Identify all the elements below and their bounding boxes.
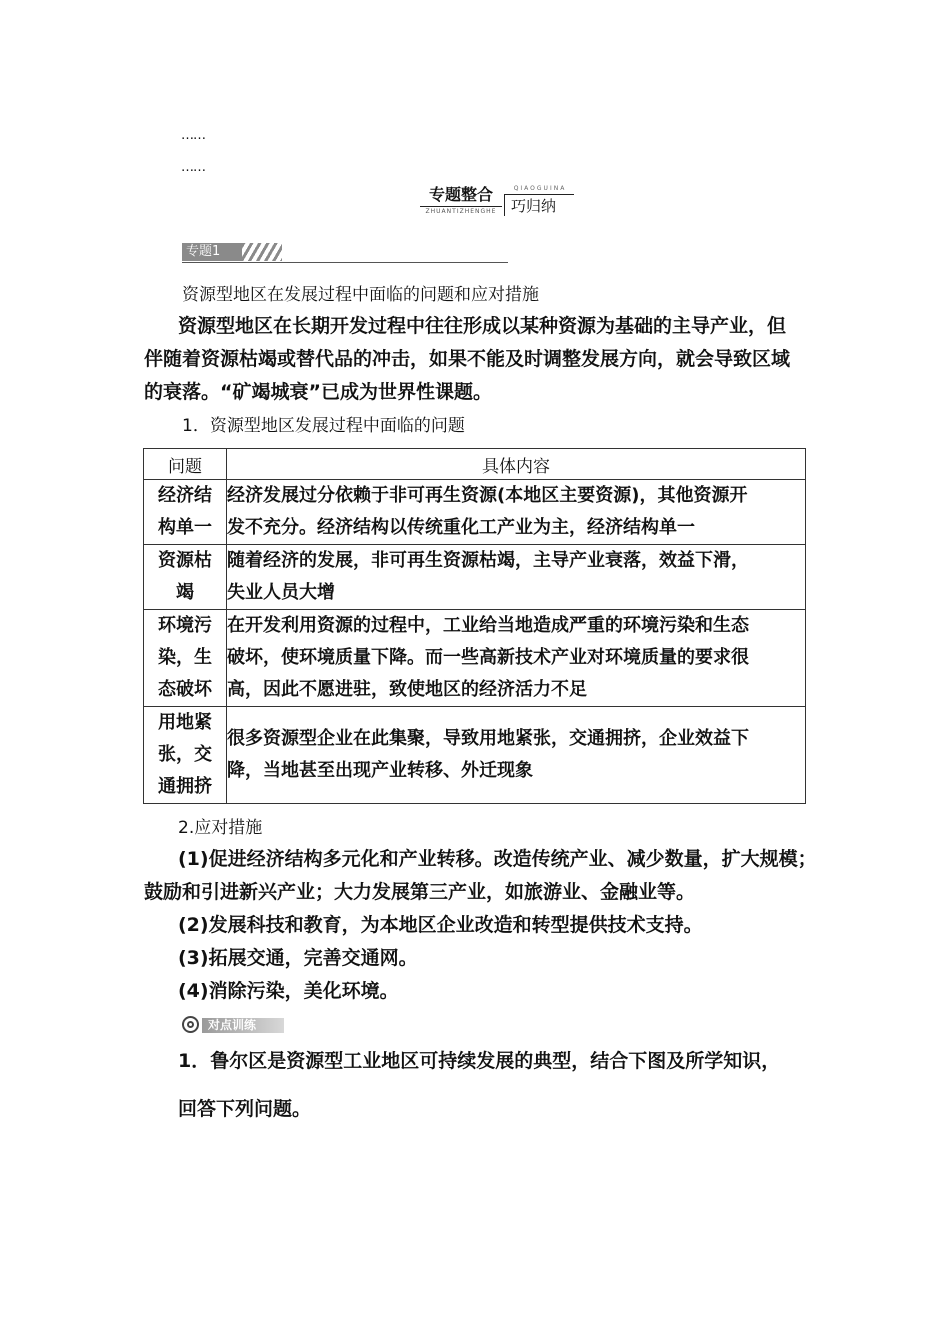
problem-line: 用地紧: [158, 712, 212, 733]
section-banner: [420, 184, 580, 216]
measure-line-5: (4)消除污染，美化环境。: [178, 980, 399, 1002]
problem-line: 经济结: [158, 485, 212, 506]
measure-line-1: (1)促进经济结构多元化和产业转移。改造传统产业、减少数量，扩大规模；: [178, 848, 817, 870]
content-line: 在开发利用资源的过程中，工业给当地造成严重的环境污染和生态: [227, 615, 749, 636]
question-line-1: 1．鲁尔区是资源型工业地区可持续发展的典型，结合下图及所学知识，: [178, 1050, 781, 1072]
practice-label: 对点训练: [202, 1018, 284, 1033]
leader-dots-1: ……: [181, 128, 205, 143]
problem-line: 构单一: [158, 517, 212, 538]
header-problem: 问题: [144, 449, 227, 480]
target-icon: [182, 1016, 199, 1033]
problems-table: [143, 448, 806, 804]
content-line: 经济发展过分依赖于非可再生资源(本地区主要资源)，其他资源开: [227, 485, 748, 506]
problem-cell: [144, 545, 227, 610]
problem-line: 竭: [176, 582, 194, 603]
content-cell: [227, 610, 806, 707]
measure-line-3: (2)发展科技和教育，为本地区企业改造和转型提供技术支持。: [178, 914, 703, 936]
banner-pinyin-left: ZHUANTIZHENGHE: [425, 208, 497, 215]
table-header-row: [144, 449, 806, 480]
table-row: [144, 707, 806, 804]
problem-line: 张，交: [158, 744, 212, 765]
content-cell: [227, 480, 806, 545]
measure-line-2: 鼓励和引进新兴产业；大力发展第三产业，如旅游业、金融业等。: [144, 881, 696, 903]
problem-cell: [144, 707, 227, 804]
measure-line-4: (3)拓展交通，完善交通网。: [178, 947, 418, 969]
intro-line-3: 的衰落。“矿竭城衰”已成为世界性课题。: [144, 381, 492, 403]
problem-cell: [144, 480, 227, 545]
measures-heading: 2.应对措施: [178, 818, 263, 838]
content-line: 高，因此不愿进驻，致使地区的经济活力不足: [227, 679, 587, 700]
intro-line-1: 资源型地区在长期开发过程中往往形成以某种资源为基础的主导产业，但: [178, 315, 787, 337]
banner-title-left: 专题整合: [420, 184, 502, 207]
section-title: 资源型地区在发展过程中面临的问题和应对措施: [182, 285, 539, 305]
leader-dots-2: ……: [181, 160, 205, 175]
topic-tag-label: 专题1: [182, 243, 242, 261]
banner-title-right: 巧归纳: [504, 194, 574, 216]
problems-heading: 1．资源型地区发展过程中面临的问题: [182, 416, 465, 436]
header-content: 具体内容: [227, 449, 806, 480]
practice-badge: [182, 1016, 284, 1035]
problem-line: 态破坏: [158, 679, 212, 700]
topic-tag-stripes: [242, 243, 282, 261]
problem-cell: [144, 610, 227, 707]
table-row: [144, 610, 806, 707]
content-cell: [227, 545, 806, 610]
content-line: 发不充分。经济结构以传统重化工产业为主，经济结构单一: [227, 517, 695, 538]
content-cell: [227, 707, 806, 804]
content-line: 随着经济的发展，非可再生资源枯竭，主导产业衰落，效益下滑，: [227, 550, 749, 571]
content-line: 破坏，使环境质量下降。而一些高新技术产业对环境质量的要求很: [227, 647, 749, 668]
content-line: 失业人员大增: [227, 582, 335, 603]
topic-tag: [182, 242, 508, 263]
table-row: [144, 545, 806, 610]
problem-line: 资源枯: [158, 550, 212, 571]
problem-line: 环境污: [158, 615, 212, 636]
content-line: 很多资源型企业在此集聚，导致用地紧张，交通拥挤，企业效益下: [227, 728, 749, 749]
problem-line: 染，生: [158, 647, 212, 668]
question-line-2: 回答下列问题。: [178, 1098, 312, 1120]
problem-line: 通拥挤: [158, 776, 212, 797]
intro-line-2: 伴随着资源枯竭或替代品的冲击，如果不能及时调整发展方向，就会导致区域: [144, 348, 791, 370]
table-row: [144, 480, 806, 545]
content-line: 降，当地甚至出现产业转移、外迁现象: [227, 760, 533, 781]
banner-pinyin-right: QIAOGUINA: [513, 185, 567, 192]
